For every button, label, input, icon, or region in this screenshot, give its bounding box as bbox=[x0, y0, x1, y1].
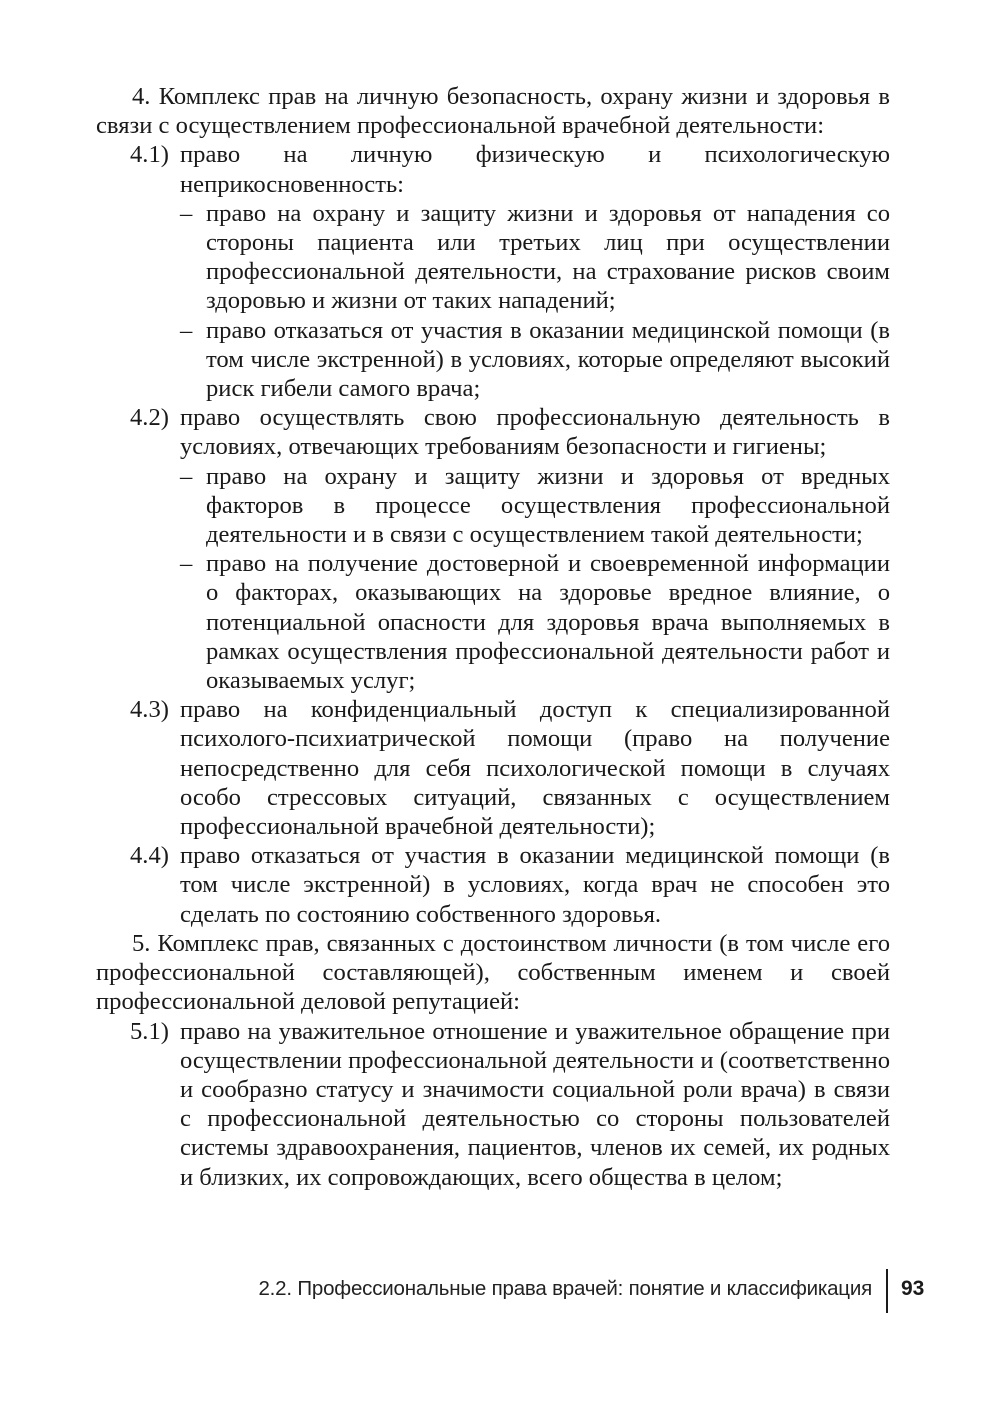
item-text: право на личную физическую и психологическую неприкосновенность: bbox=[180, 141, 890, 198]
item-text: право отказаться от участия в оказании медицинской помощи (в том числе экстренной) в условиях, когда врач не способен это сделать по состоянию собственного здоровья. bbox=[180, 842, 890, 928]
item-text: право на конфиденциальный доступ к специализированной психолого-психиатрической помощи (право на получение непосредственно для себя психологической помощи в случаях особо стрессовых ситуаций, связанных с осуществлением профессиональной врачебной деятельности); bbox=[180, 696, 890, 841]
item-number: 4.3) bbox=[130, 696, 169, 724]
page-footer bbox=[0, 1269, 1000, 1313]
dash-item bbox=[96, 462, 890, 550]
item-text: право на получение достоверной и своевременной информации о факторах, оказывающих на здоровье вредное влияние, о потенциальной опасности для здоровья врача выполняемых в рамках осуществления профессиональной деятельности работ и оказываемых услуг; bbox=[206, 550, 890, 695]
item-text: право на охрану и защиту жизни и здоровья от вредных факторов в процессе осуществления профессиональной деятельности и в связи с осуществлением такой деятельности; bbox=[206, 462, 890, 549]
item-number: 4.4) bbox=[130, 842, 169, 870]
dash-mark: – bbox=[180, 550, 193, 578]
item-text: право осуществлять свою профессиональную деятельность в условиях, отвечающих требованиям безопасности и гигиены; bbox=[180, 404, 890, 461]
dash-mark: – bbox=[180, 199, 193, 227]
list-item-5-1 bbox=[96, 1017, 890, 1192]
item-number: 5.1) bbox=[130, 1017, 169, 1045]
dash-mark: – bbox=[180, 316, 193, 344]
item-number: 4.2) bbox=[130, 404, 169, 432]
dash-item bbox=[96, 549, 890, 695]
paragraph-4: 4. Комплекс прав на личную безопасность, охрану жизни и здоровья в связи с осуществлением профессиональной врачебной деятельности: bbox=[96, 83, 890, 140]
list-item-4-1 bbox=[96, 140, 890, 198]
list-item-4-4 bbox=[96, 841, 890, 929]
running-title: 2.2. Профессиональные права врачей: понятие и классификация bbox=[258, 1277, 872, 1300]
item-text: право отказаться от участия в оказании медицинской помощи (в том числе экстренной) в условиях, которые определяют высокий риск гибели самого врача; bbox=[206, 316, 890, 403]
item-text: право на уважительное отношение и уважительное обращение при осуществлении профессиональной деятельности и (соответственно и сообразно статусу и значимости социальной роли врача) в связи с профессиональной деятельностью со стороны пользователей системы здравоохранения, пациентов, членов их семей, их родных и близких, их сопровождающих, всего общества в целом; bbox=[180, 1017, 890, 1191]
dash-item bbox=[96, 316, 890, 404]
item-text: право на охрану и защиту жизни и здоровья от нападения со стороны пациента или третьих лиц при осуществлении профессиональной деятельности, на страхование рисков своим здоровью и жизни от таких нападений; bbox=[206, 199, 890, 315]
main-text bbox=[96, 82, 890, 1192]
list-item-4-2 bbox=[96, 403, 890, 461]
dash-mark: – bbox=[180, 462, 193, 490]
item-number: 4.1) bbox=[130, 141, 169, 169]
list-item-4-3 bbox=[96, 695, 890, 841]
page-number: 93 bbox=[901, 1277, 925, 1300]
dash-item bbox=[96, 199, 890, 316]
footer-divider bbox=[886, 1269, 888, 1313]
paragraph-5: 5. Комплекс прав, связанных с достоинством личности (в том числе его профессиональной составляющей), собственным именем и своей профессиональной деловой репутацией: bbox=[96, 929, 890, 1016]
